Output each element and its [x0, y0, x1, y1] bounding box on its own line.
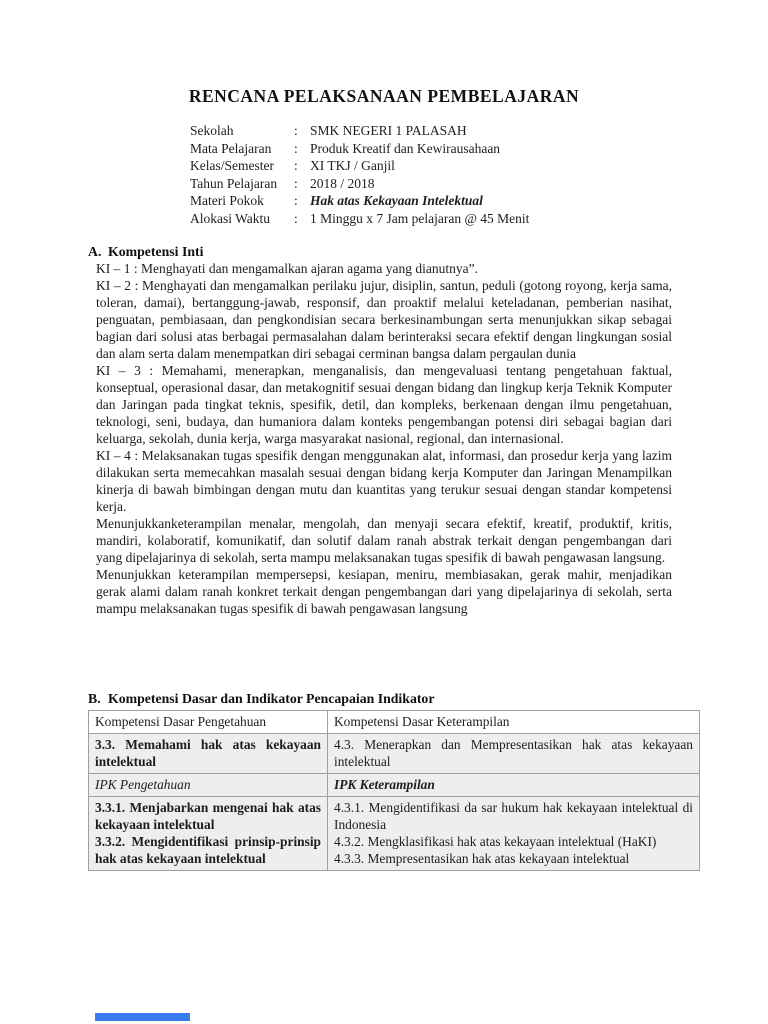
- section-b-title: Kompetensi Dasar dan Indikator Pencapaian Indikator: [108, 691, 435, 706]
- kd-row: [89, 734, 700, 774]
- table-header-row: [89, 711, 700, 734]
- info-label: Tahun Pelajaran: [190, 175, 278, 191]
- ipk-items-row: [89, 797, 700, 871]
- section-kompetensi-dasar: [88, 690, 693, 871]
- info-separator: :: [294, 158, 298, 173]
- section-kompetensi-inti: [88, 243, 672, 617]
- info-separator: :: [294, 175, 298, 191]
- info-separator: :: [294, 210, 298, 226]
- col-header-keterampilan: Kompetensi Dasar Keterampilan: [328, 711, 700, 734]
- ki-2-paragraph: KI – 2 : Menghayati dan mengamalkan perilaku jujur, disiplin, santun, peduli (gotong royong, kerja sama, toleran, damai), bertanggung-jawab, responsif, dan proaktif melalui keteladanan, pemberian nasihat, penguatan, pembiasaan, dan pengkondisian secara berkesinambungan serta menunjukkan sikap sebagai bagian dari solusi atas berbagai permasalahan dalam berinteraksi secara efektif dengan lingkungan sosial dan alam serta dalam menempatkan diri sebagai cerminan bangsa dalam pergaulan dunia: [96, 278, 672, 361]
- ipk-item-4-3-1: 4.3.1. Mengidentifikasi da sar hukum hak kekayaan intelektual di Indonesia: [334, 800, 693, 832]
- info-row-alokasi-waktu: [190, 210, 529, 228]
- section-a-body: [96, 260, 672, 617]
- kd-pengetahuan-cell: 3.3. Memahami hak atas kekayaan intelektual: [89, 734, 328, 774]
- kd-keterampilan-cell: 4.3. Menerapkan dan Mempresentasikan hak atas kekayaan intelektual: [328, 734, 700, 774]
- col-header-pengetahuan: Kompetensi Dasar Pengetahuan: [89, 711, 328, 734]
- section-a-heading: [88, 243, 672, 260]
- page-progress-bar: [95, 1013, 190, 1021]
- page-title: RENCANA PELAKSANAAN PEMBELAJARAN: [188, 86, 580, 106]
- ipk-label-row: [89, 774, 700, 797]
- info-value: Produk Kreatif dan Kewirausahaan: [310, 140, 501, 156]
- info-row-materi-pokok: [190, 192, 529, 210]
- section-a-number: A.: [88, 244, 102, 259]
- info-value: SMK NEGERI 1 PALASAH: [310, 123, 467, 138]
- ipk-item-3-3-1: 3.3.1. Menjabarkan mengenai hak atas kekayaan intelektual: [95, 800, 321, 832]
- info-row-sekolah: [190, 122, 529, 140]
- keterampilan-konkret-paragraph: Menunjukkan keterampilan mempersepsi, kesiapan, meniru, membiasakan, gerak mahir, menjadikan gerak alami dalam ranah konkret terkait dengan pengembangan dari yang dipelajarinya di sekolah, serta mampu melaksanakan tugas spesifik di bawah pengawasan langsung: [96, 567, 672, 616]
- info-row-kelas-semester: [190, 157, 529, 175]
- ki-1-paragraph: KI – 1 : Menghayati dan mengamalkan ajaran agama yang dianutnya”.: [96, 261, 478, 276]
- ipk-item-4-3-3: 4.3.3. Mempresentasikan hak atas kekayaan intelektual: [334, 851, 630, 866]
- info-row-mata-pelajaran: [190, 140, 529, 158]
- info-value: 2018 / 2018: [310, 175, 375, 191]
- section-b-number: B.: [88, 691, 101, 706]
- section-b-heading: [88, 690, 672, 707]
- ipk-pengetahuan-items: [95, 799, 321, 867]
- info-label: Alokasi Waktu: [190, 210, 271, 226]
- ipk-pengetahuan-label: IPK Pengetahuan: [89, 774, 328, 797]
- info-label: Mata Pelajaran: [190, 140, 272, 156]
- info-value: XI TKJ / Ganjil: [310, 158, 395, 173]
- info-separator: :: [294, 123, 298, 138]
- ipk-item-3-3-2: 3.3.2. Mengidentifikasi prinsip-prinsip hak atas kekayaan intelektual: [95, 834, 321, 866]
- info-separator: :: [294, 140, 298, 156]
- info-separator: :: [294, 193, 298, 208]
- kompetensi-dasar-table: [88, 710, 700, 871]
- info-value: 1 Minggu x 7 Jam pelajaran @ 45 Menit: [310, 210, 530, 226]
- info-row-tahun-pelajaran: [190, 175, 529, 193]
- ipk-item-4-3-2: 4.3.2. Mengklasifikasi hak atas kekayaan intelektual (HaKI): [334, 834, 657, 849]
- document-info-block: [190, 122, 529, 227]
- keterampilan-abstrak-paragraph: Menunjukkanketerampilan menalar, mengolah, dan menyaji secara efektif, kreatif, produktif, kritis, mandiri, kolaboratif, komunikatif, dan solutif dalam ranah abstrak terkait dengan pengembangan dari yang dipelajarinya di sekolah, serta mampu melaksanakan tugas spesifik di bawah pengawasan langsung.: [96, 516, 672, 565]
- ipk-keterampilan-label: IPK Keterampilan: [328, 774, 700, 797]
- ipk-pengetahuan-items-cell: [89, 797, 328, 871]
- section-a-title: Kompetensi Inti: [108, 244, 204, 259]
- ipk-keterampilan-items: [334, 799, 693, 867]
- info-label: Sekolah: [190, 123, 234, 138]
- ki-3-paragraph: KI – 3 : Memahami, menerapkan, menganalisis, dan mengevaluasi tentang pengetahuan faktual, konseptual, operasional dasar, dan metakognitif sesuai dengan bidang dan lingkup kerja Teknik Komputer dan Jaringan pada tingkat teknis, spesifik, detil, dan kompleks, berkenaan dengan ilmu pengetahuan, teknologi, seni, budaya, dan humaniora dalam konteks pengembangan potensi diri sebagai bagian dari keluarga, sekolah, dunia kerja, warga masyarakat nasional, regional, dan internasional.: [96, 363, 672, 446]
- ipk-keterampilan-items-cell: [328, 797, 700, 871]
- info-label: Materi Pokok: [190, 193, 264, 208]
- ki-4-paragraph: KI – 4 : Melaksanakan tugas spesifik dengan menggunakan alat, informasi, dan prosedur kerja yang lazim dilakukan serta memecahkan masalah sesuai dengan bidang kerja Komputer dan Jaringan Menampilkan kinerja di bawah bimbingan dengan mutu dan kuantitas yang terukur sesuai dengan standar kompetensi kerja.: [96, 448, 672, 514]
- info-value-materi-pokok: Hak atas Kekayaan Intelektual: [310, 193, 483, 208]
- info-label: Kelas/Semester: [190, 158, 274, 173]
